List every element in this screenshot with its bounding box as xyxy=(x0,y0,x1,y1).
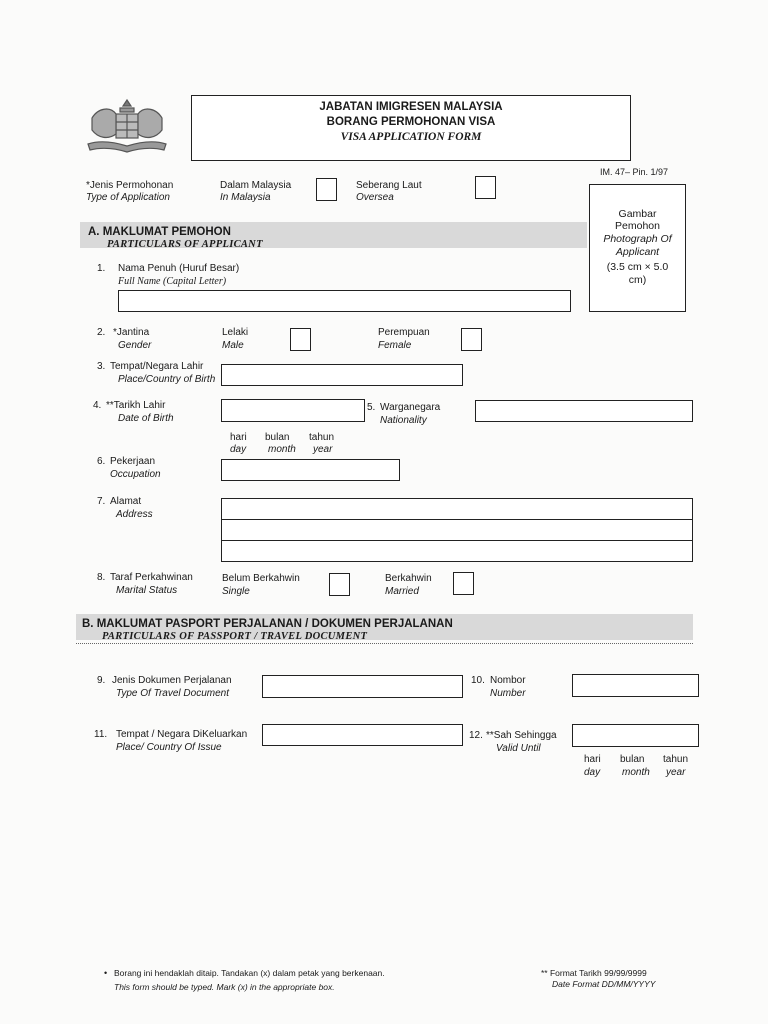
valid-bulan: bulan xyxy=(620,754,645,765)
field-1-number: 1. xyxy=(97,263,106,274)
valid-hari: hari xyxy=(584,754,601,765)
place-of-issue-label-en: Place/ Country Of Issue xyxy=(116,742,222,753)
married-checkbox[interactable] xyxy=(453,572,474,595)
date-of-birth-label: **Tarikh Lahir xyxy=(106,400,166,411)
travel-doc-type-label: Jenis Dokumen Perjalanan xyxy=(112,675,232,686)
footer-note-1: Borang ini hendaklah ditaip. Tandakan (x) dalam petak yang berkenaan. xyxy=(114,968,385,978)
nationality-label: Warganegara xyxy=(380,402,441,413)
male-checkbox[interactable] xyxy=(290,328,311,351)
occupation-label-en: Occupation xyxy=(110,469,161,480)
dob-year: year xyxy=(313,444,333,455)
female-label: Perempuan xyxy=(378,327,430,338)
address-field-line-3[interactable] xyxy=(221,540,693,562)
gender-label-en: Gender xyxy=(118,340,152,351)
place-of-issue-label: Tempat / Negara DiKeluarkan xyxy=(116,729,248,740)
footer-note-1-en: This form should be typed. Mark (x) in the appropriate box. xyxy=(114,982,335,992)
single-label-en: Single xyxy=(222,586,250,597)
title-line-1: JABATAN IMIGRESEN MALAYSIA xyxy=(319,101,503,113)
date-of-birth-field[interactable] xyxy=(221,399,365,422)
field-7-number: 7. xyxy=(97,496,106,507)
married-label-en: Married xyxy=(385,586,419,597)
field-11-number: 11. xyxy=(94,729,108,740)
marital-status-label-en: Marital Status xyxy=(116,585,178,596)
dob-hari: hari xyxy=(230,432,247,443)
nationality-field[interactable] xyxy=(475,400,693,422)
valid-tahun: tahun xyxy=(663,754,689,765)
application-type-label-en: Type of Application xyxy=(86,192,170,203)
female-label-en: Female xyxy=(378,340,412,351)
footer-note-2-en: Date Format DD/MM/YYYY xyxy=(552,979,656,989)
travel-doc-type-label-en: Type Of Travel Document xyxy=(116,688,229,699)
address-label-en: Address xyxy=(116,509,153,520)
section-b-title: B. MAKLUMAT PASPORT PERJALANAN / DOKUMEN PERJALANAN xyxy=(82,618,453,630)
male-label-en: Male xyxy=(222,340,244,351)
field-6-number: 6. xyxy=(97,456,106,467)
field-3-number: 3. xyxy=(97,361,106,372)
doc-number-label: Nombor xyxy=(490,675,526,686)
nationality-label-en: Nationality xyxy=(380,415,427,426)
full-name-label-en: Full Name (Capital Letter) xyxy=(118,276,227,287)
address-field-line-1[interactable] xyxy=(221,498,693,520)
field-12-number: 12. xyxy=(469,730,483,741)
title-line-2: BORANG PERMOHONAN VISA xyxy=(326,116,496,128)
valid-day: day xyxy=(584,767,601,778)
in-malaysia-label-en: In Malaysia xyxy=(220,192,271,203)
field-9-number: 9. xyxy=(97,675,106,686)
female-checkbox[interactable] xyxy=(461,328,482,351)
place-of-birth-label: Tempat/Negara Lahir xyxy=(110,361,204,372)
form-code: IM. 47– Pin. 1/97 xyxy=(600,167,669,177)
dob-day: day xyxy=(230,444,247,455)
dob-tahun: tahun xyxy=(309,432,335,443)
photo-line-2: Pemohon xyxy=(615,220,660,232)
doc-number-label-en: Number xyxy=(490,688,526,699)
footer-note-2: ** Format Tarikh 99/99/9999 xyxy=(541,968,647,978)
travel-doc-type-field[interactable] xyxy=(262,675,463,698)
full-name-label: Nama Penuh (Huruf Besar) xyxy=(118,263,240,274)
valid-until-label: **Sah Sehingga xyxy=(486,730,557,741)
dob-bulan: bulan xyxy=(265,432,290,443)
oversea-label-en: Oversea xyxy=(356,192,394,203)
valid-until-label-en: Valid Until xyxy=(496,743,541,754)
application-type-label: *Jenis Permohonan xyxy=(86,180,174,191)
gender-label: *Jantina xyxy=(113,327,150,338)
dob-month: month xyxy=(268,444,296,455)
oversea-checkbox[interactable] xyxy=(475,176,496,199)
valid-until-field[interactable] xyxy=(572,724,699,747)
bullet-icon: • xyxy=(104,968,108,978)
oversea-label: Seberang Laut xyxy=(356,180,422,191)
address-field-line-2[interactable] xyxy=(221,519,693,541)
full-name-field[interactable] xyxy=(118,290,571,312)
photo-line-4: Applicant xyxy=(615,246,660,258)
field-2-number: 2. xyxy=(97,327,106,338)
section-a-subtitle: PARTICULARS OF APPLICANT xyxy=(107,239,263,250)
field-5-number: 5. xyxy=(367,402,376,413)
section-b-subtitle: PARTICULARS OF PASSPORT / TRAVEL DOCUMENT xyxy=(102,631,368,642)
section-a-title: A. MAKLUMAT PEMOHON xyxy=(88,226,231,238)
coat-of-arms-icon xyxy=(82,96,172,158)
address-label: Alamat xyxy=(110,496,142,507)
in-malaysia-checkbox[interactable] xyxy=(316,178,337,201)
place-of-birth-field[interactable] xyxy=(221,364,463,386)
male-label: Lelaki xyxy=(222,327,249,338)
doc-number-field[interactable] xyxy=(572,674,699,697)
valid-year: year xyxy=(666,767,686,778)
section-b-divider xyxy=(76,643,693,644)
valid-month: month xyxy=(622,767,650,778)
field-4-number: 4. xyxy=(93,400,102,411)
photo-line-3: Photograph Of xyxy=(603,233,672,245)
occupation-label: Pekerjaan xyxy=(110,456,156,467)
single-checkbox[interactable] xyxy=(329,573,350,596)
field-8-number: 8. xyxy=(97,572,106,583)
title-line-3: VISA APPLICATION FORM xyxy=(340,131,482,143)
photo-line-5: (3.5 cm × 5.0 xyxy=(606,261,669,273)
marital-status-label: Taraf Perkahwinan xyxy=(110,572,193,583)
single-label: Belum Berkahwin xyxy=(222,573,300,584)
place-of-birth-label-en: Place/Country of Birth xyxy=(118,374,216,385)
photo-line-1: Gambar xyxy=(618,208,657,220)
place-of-issue-field[interactable] xyxy=(262,724,463,746)
photo-line-6: cm) xyxy=(628,274,647,286)
married-label: Berkahwin xyxy=(385,573,432,584)
date-of-birth-label-en: Date of Birth xyxy=(118,413,174,424)
field-10-number: 10. xyxy=(471,675,485,686)
occupation-field[interactable] xyxy=(221,459,400,481)
in-malaysia-label: Dalam Malaysia xyxy=(220,180,292,191)
